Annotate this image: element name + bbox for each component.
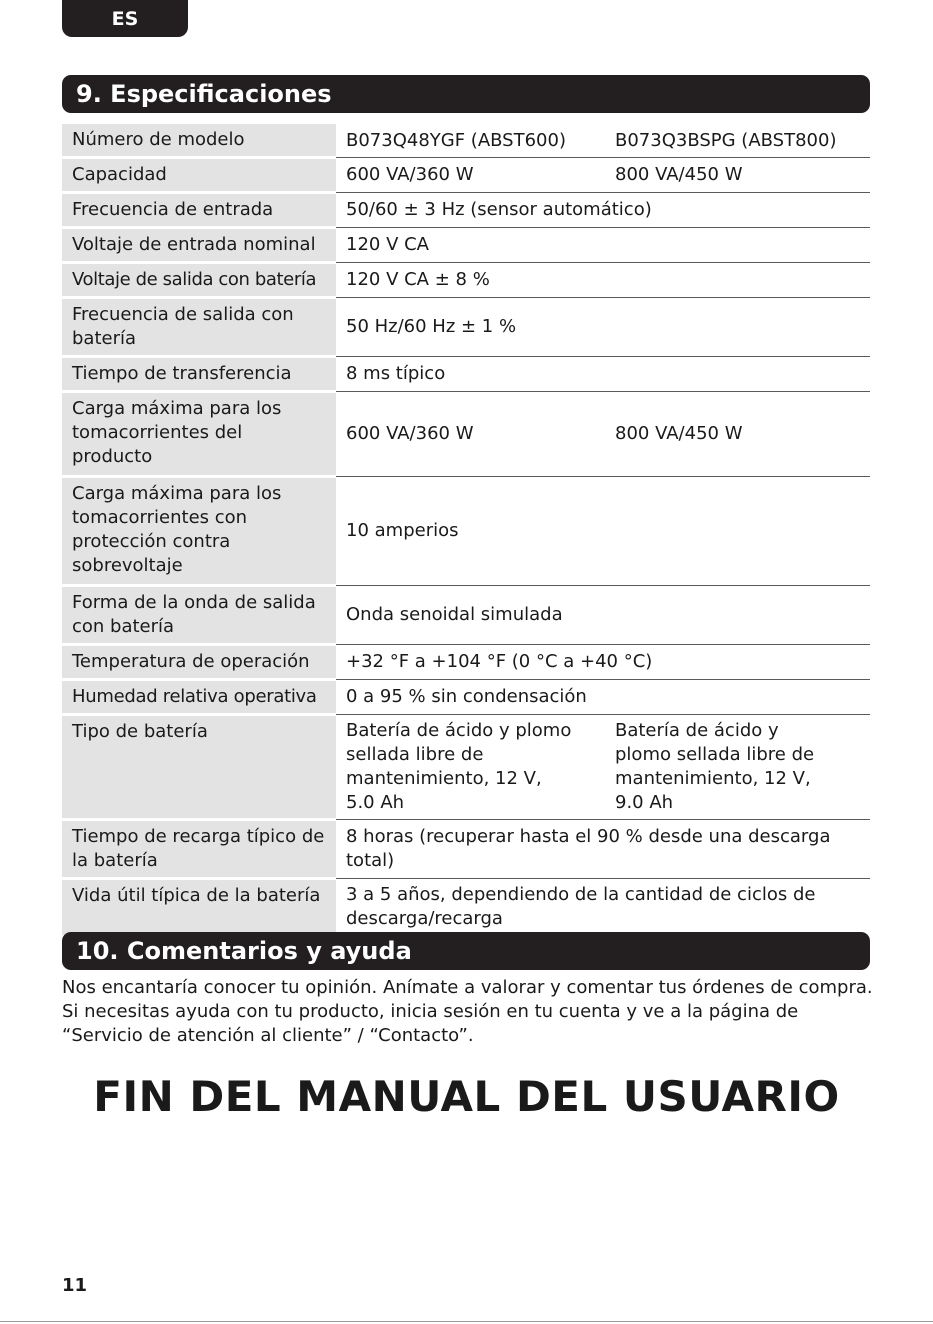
- table-row: [62, 879, 870, 936]
- spec-label: Humedad relativa operativa: [62, 680, 336, 715]
- table-row: [62, 715, 870, 820]
- spec-value: 600 VA/360 W: [336, 158, 605, 193]
- end-of-manual-title: FIN DEL MANUAL DEL USUARIO: [93, 1072, 840, 1121]
- spec-label: Carga máxima para los tomacorrientes con protección contra sobrevoltaje: [62, 477, 336, 586]
- spec-label: Temperatura de operación: [62, 645, 336, 680]
- page-number: 11: [62, 1275, 88, 1296]
- spec-label: Forma de la onda de salida con batería: [62, 586, 336, 645]
- spec-value: 800 VA/450 W: [605, 158, 870, 193]
- spec-value: B073Q48YGF (ABST600): [336, 124, 605, 158]
- spec-value: 120 V CA: [336, 228, 870, 263]
- spec-label: Número de modelo: [62, 124, 336, 158]
- spec-label: Carga máxima para los tomacorrientes del producto: [62, 392, 336, 477]
- spec-value: Onda senoidal simulada: [336, 586, 870, 645]
- spec-value: 10 amperios: [336, 477, 870, 586]
- spec-label: Tiempo de transferencia: [62, 357, 336, 392]
- spec-value: 8 ms típico: [336, 357, 870, 392]
- table-row: [62, 392, 870, 477]
- spec-label: Frecuencia de entrada: [62, 193, 336, 228]
- table-row: [62, 680, 870, 715]
- spec-label: Voltaje de entrada nominal: [62, 228, 336, 263]
- spec-value: 50/60 ± 3 Hz (sensor automático): [336, 193, 870, 228]
- spec-value: 50 Hz/60 Hz ± 1 %: [336, 298, 870, 357]
- section-title-specifications: 9. Especificaciones: [62, 75, 870, 113]
- spec-label: Tiempo de recarga típico de la batería: [62, 820, 336, 879]
- table-row: [62, 158, 870, 193]
- table-row: [62, 645, 870, 680]
- table-row: [62, 228, 870, 263]
- specifications-table: [62, 124, 870, 935]
- spec-value: B073Q3BSPG (ABST800): [605, 124, 870, 158]
- spec-label: Frecuencia de salida con batería: [62, 298, 336, 357]
- table-row: [62, 298, 870, 357]
- spec-value: +32 °F a +104 °F (0 °C a +40 °C): [336, 645, 870, 680]
- table-row: [62, 263, 870, 298]
- feedback-text: Nos encantaría conocer tu opinión. Anímate a valorar y comentar tus órdenes de compra. Si necesitas ayuda con tu producto, inicia sesión en tu cuenta y ve a la página de “Servicio de atención al cliente” / “Contacto”.: [62, 977, 873, 1046]
- spec-label: Tipo de batería: [62, 715, 336, 820]
- spec-label: Voltaje de salida con batería: [62, 263, 336, 298]
- language-tab: ES: [62, 0, 188, 37]
- table-row: [62, 193, 870, 228]
- spec-value: 800 VA/450 W: [605, 392, 870, 477]
- spec-label: Capacidad: [62, 158, 336, 193]
- bottom-divider: [0, 1321, 933, 1322]
- table-row: [62, 820, 870, 879]
- spec-value: Batería de ácido y plomo sellada libre de mantenimiento, 12 V, 5.0 Ah: [336, 715, 605, 820]
- spec-value: 3 a 5 años, dependiendo de la cantidad de ciclos de descarga/recarga: [346, 884, 816, 929]
- table-row: [62, 357, 870, 392]
- table-row: [62, 586, 870, 645]
- spec-label: Vida útil típica de la batería: [62, 879, 336, 936]
- section-title-feedback: 10. Comentarios y ayuda: [62, 932, 870, 970]
- spec-value: 120 V CA ± 8 %: [336, 263, 870, 298]
- spec-value: 0 a 95 % sin condensación: [336, 680, 870, 715]
- spec-value: 8 horas (recuperar hasta el 90 % desde una descarga total): [336, 820, 870, 879]
- spec-value: Batería de ácido y plomo sellada libre de mantenimiento, 12 V, 9.0 Ah: [605, 715, 870, 820]
- table-row: [62, 477, 870, 586]
- spec-value: 600 VA/360 W: [336, 392, 605, 477]
- table-row: [62, 124, 870, 158]
